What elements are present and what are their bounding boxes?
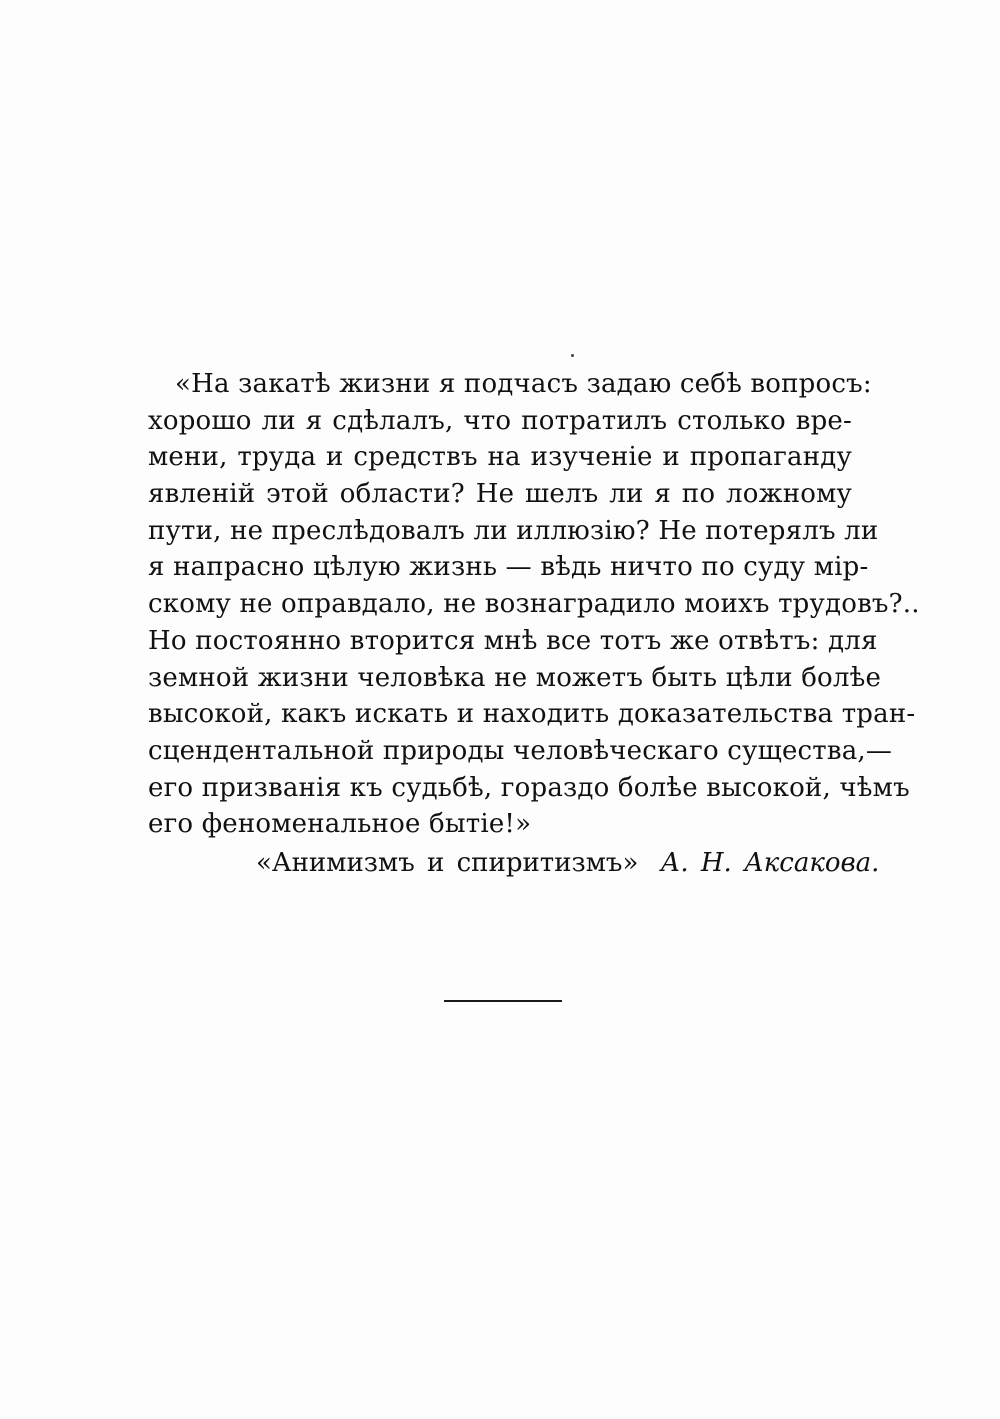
section-divider — [444, 1000, 562, 1002]
quote-line: «На закатѣ жизни я подчасъ задаю себѣ вопросъ: — [175, 369, 872, 399]
quote-line: его феноменальное бытіе!» — [148, 809, 532, 840]
attribution-work-title: «Анимизмъ и спиритизмъ» — [256, 848, 639, 878]
quote-line: Но постоянно вторится мнѣ все тотъ же отвѣтъ: для — [148, 625, 878, 656]
quote-line: его призванія къ судьбѣ, гораздо болѣе высокой, чѣмъ — [148, 772, 910, 803]
quote-line: хорошо ли я сдѣлалъ, что потратилъ столько вре- — [148, 405, 852, 436]
quote-line: явленій этой области? Не шелъ ли я по ложному — [148, 479, 852, 510]
quote-line: мени, труда и средствъ на изученіе и пропаганду — [148, 442, 852, 473]
print-speck — [571, 354, 574, 357]
attribution-author: А. Н. Аксакова. — [660, 848, 880, 878]
quote-line: я напрасно цѣлую жизнь — вѣдь ничто по суду мір- — [148, 552, 869, 583]
quote-line: земной жизни человѣка не можетъ быть цѣли болѣе — [148, 662, 882, 693]
attribution — [256, 845, 879, 881]
quote-line: сцендентальной природы человѣческаго существа,— — [148, 735, 893, 766]
quote-line: скому не оправдало, не вознаградило моихъ трудовъ?.. — [148, 589, 920, 620]
quote-line: пути, не преслѣдовалъ ли иллюзію? Не потерялъ ли — [148, 515, 879, 546]
quote-block — [148, 366, 920, 843]
quote-line: высокой, какъ искать и находить доказательства тран- — [148, 699, 916, 730]
